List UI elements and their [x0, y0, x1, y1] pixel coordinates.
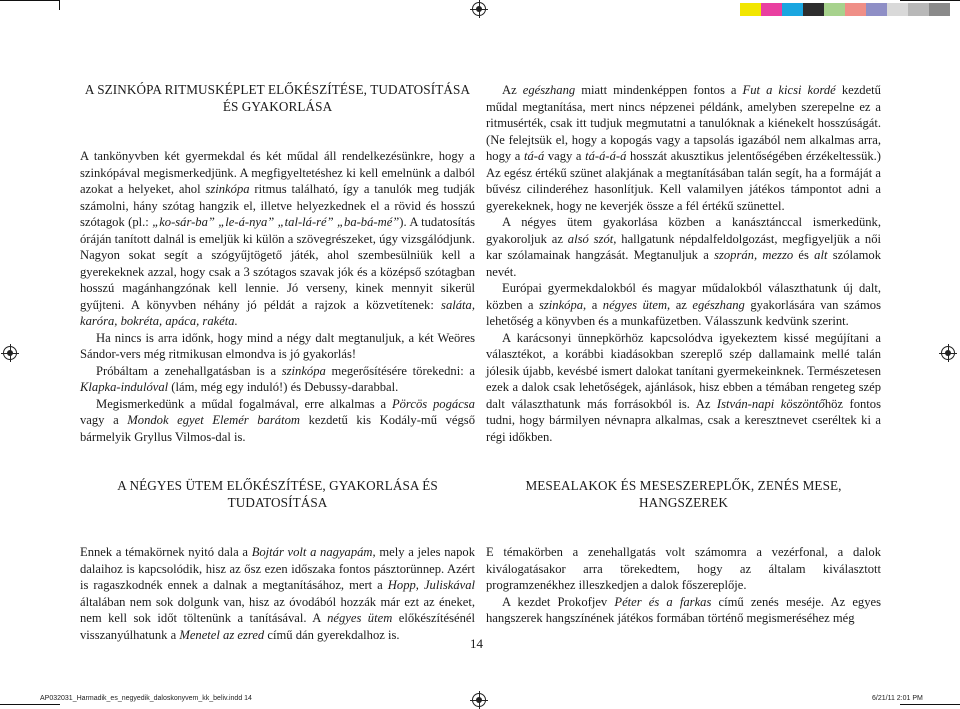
- swatch: [887, 3, 908, 16]
- paragraph: [80, 363, 475, 396]
- text-run: Megismerkedünk a műdal fogalmával, erre alkalmas a: [96, 396, 392, 411]
- swatch: [761, 3, 782, 16]
- swatch: [908, 3, 929, 16]
- text-run: kezdetű műdal megtanítása, mert nincs népzenei példánk, amelyben szerepelne ez a ritmusérték, csak itt tudjuk megmutatni a tanulóknak a kiénekelt hosszúságát. (Ne felejtsük el, hogy a kopogás vagy a tapsolás igazából nem alkalmas arra, hogy a: [486, 83, 881, 163]
- text-run: Ennek a témakörnek nyitó dala a: [80, 545, 252, 559]
- italic-run: Klapka-indulóval: [80, 380, 169, 394]
- text-run: általában nem sok dolgunk van, hisz az óvodából hozzák már ezt az éneket, nem kell sok időt töltenünk a tanításával. A: [80, 594, 475, 625]
- text-run: A tankönyvben két gyermekdal és két műdal áll rendelkezésünkre, hogy a szinkópával megismerkedjünk. A megfigyeltetéshez ki kell emelnünk a dalból azokat a helyeket, ahol: [80, 149, 475, 196]
- section-heading-negyes-utem: [80, 478, 475, 511]
- text-run: előkészítésénél visszanyúlhatunk a: [80, 611, 475, 642]
- text-run: höz fontos tudni, hogy bármilyen névnapra alkalmas, csak a keresztnevet cseréltek ki a régi időkben.: [486, 396, 881, 444]
- paragraph: [486, 594, 881, 627]
- paragraph: [486, 82, 881, 214]
- swatch: [824, 3, 845, 16]
- footer-timestamp: 6/21/11 2:01 PM: [872, 695, 923, 702]
- text-run: E témakörben a zenehallgatás volt számomra a vezérfonal, a dalok kiválogatásakor arra törekedtem, hogy az általam kiválasztott programzenékhez illeszkedjen a dalok főszereplője.: [486, 545, 881, 592]
- registration-mark-left-icon: [3, 346, 17, 360]
- italic-run: Menetel az ezred: [179, 627, 265, 642]
- italic-run: Mondok egyet Elemér barátom: [127, 413, 300, 427]
- italic-run: szinkópa: [281, 363, 326, 378]
- swatch: [782, 3, 803, 16]
- paragraph: [486, 544, 881, 594]
- text-run: A kezdet Prokofjev: [502, 594, 615, 609]
- italic-run: szinkópa: [538, 297, 584, 312]
- italic-run: alsó szót: [567, 231, 614, 246]
- heading-line: A NÉGYES ÜTEM ELŐKÉSZÍTÉSE, GYAKORLÁSA ÉS: [117, 478, 438, 493]
- text-run: , az: [667, 297, 693, 312]
- italic-run: szoprán, mezzo: [714, 248, 794, 262]
- text-run: Próbáltam a zenehallgatásban is a: [96, 363, 282, 378]
- left-column: [80, 82, 475, 643]
- text-run: ritmus található, így a tanulók meg tudják számolni, hány szótag hangzik el, illetve helyezkednek el a rövid és hosszú szótagok (pl.:: [80, 182, 475, 229]
- italic-run: Péter és a farkas: [614, 594, 712, 609]
- italic-run: István-napi köszöntő: [716, 396, 825, 411]
- italic-run: Pörcös pogácsa: [391, 396, 475, 411]
- crop-mark-top-left-v: [59, 0, 60, 10]
- page-number: 14: [470, 636, 483, 651]
- heading-line: ÉS GYAKORLÁSA: [222, 98, 333, 114]
- registration-mark-bottom-icon: [472, 693, 486, 707]
- paragraph: [80, 396, 475, 446]
- text-run: című dán gyerekdalhoz is.: [264, 627, 400, 642]
- italic-run: tá-á: [523, 149, 545, 163]
- swatch: [803, 3, 824, 16]
- text-run: ). A tudatosítás óráján tanított dalnál is emeljük ki külön a szövegrészeket, úgy vizsgálódjunk. Nagyon sokat segít a szógyűjtögető játék, ahol szembesülniük kell a gyerekeknek azzal, hogy csak a 3 szótagos szavak jók és a középső szótagban hosszú magánhangzónak kell lennie. Jó verseny, kinek mennyit sikerül gyűjteni. A könyvben néhány jó példát a rajzok a közvetítenek:: [80, 215, 475, 312]
- italic-run: saláta, karóra, bokréta, apáca, rakéta.: [80, 297, 475, 328]
- crop-mark-top-right: [900, 0, 960, 1]
- text-run: , a: [583, 297, 603, 312]
- paragraph: [486, 280, 881, 330]
- italic-run: Hopp, Juliskával: [387, 578, 476, 592]
- italic-run: egészhang: [522, 83, 576, 97]
- text-run: Az: [502, 83, 523, 97]
- text-run: Ha nincs is arra időnk, hogy mind a négy dalt megtanuljuk, a két Weöres Sándor-vers még ritmikusan elmondva is jó gyakorlás!: [80, 330, 475, 361]
- text-run: Európai gyermekdalokból és magyar műdalokból választhatunk új dalt, közben a: [486, 281, 881, 312]
- registration-mark-right-icon: [941, 346, 955, 360]
- paragraph: [486, 330, 881, 446]
- text-run: (lám, még egy induló!) és Debussy-darabbal.: [168, 380, 399, 394]
- heading-line: HANGSZEREK: [639, 494, 728, 510]
- heading-line: MESEALAKOK ÉS MESESZEREPLŐK, ZENÉS MESE,: [525, 478, 842, 493]
- registration-mark-top-icon: [472, 2, 486, 16]
- text-run: gyakorlására van számos lehetőség a könyvben és a munkafüzetben. Válasszunk kedvünk szerint.: [486, 297, 881, 328]
- swatch: [866, 3, 887, 16]
- paragraph: [486, 214, 881, 280]
- crop-mark-bottom-left: [0, 704, 60, 705]
- right-column: [486, 82, 881, 627]
- italic-run: Fut a kicsi kordé: [742, 83, 836, 97]
- section-heading-mesealakok: [486, 478, 881, 511]
- footer-filename: AP032031_Harmadik_es_negyedik_daloskonyvem_kk_beliv.indd 14: [40, 695, 252, 702]
- paragraph: [80, 544, 475, 643]
- italic-run: tá-á-á-á: [585, 149, 627, 163]
- heading-line: A SZINKÓPA RITMUSKÉPLET ELŐKÉSZÍTÉSE, TUDATOSÍTÁSA: [84, 82, 471, 97]
- text-run: hosszát akusztikus jelentőségében érzékeltessük.) Az egész értékű szünet alakjának a megtanításában talán segít, ha a formáját a bűvész cilinderéhez hasonlítjuk. Kell valamilyen játékos támpontot adni a gyerekeknek, hogy ne keverjék össze a fél értékű szünettel.: [486, 149, 882, 213]
- section-heading-szinkopa: [80, 82, 475, 115]
- italic-run: négyes ütem: [602, 297, 668, 312]
- color-calibration-bar: [740, 3, 950, 16]
- heading-line: TUDATOSÍTÁSA: [227, 494, 328, 510]
- text-run: megerősítésére törekedni: a: [325, 363, 475, 378]
- italic-run: alt: [814, 248, 828, 262]
- italic-run: Bojtár volt a nagyapám,: [251, 545, 376, 559]
- crop-mark-top-left: [0, 0, 60, 1]
- text-run: vagy a: [80, 413, 128, 427]
- italic-run: négyes ütem: [327, 611, 393, 625]
- swatch: [845, 3, 866, 16]
- italic-run: „ko-sár-ba” „le-á-nya” „tal-lá-ré” „ba-bá-mé”: [152, 215, 400, 229]
- text-run: A négyes ütem gyakorlása közben a kanásztánccal ismerkedünk, gyakoroljuk az: [486, 215, 881, 246]
- text-run: A karácsonyi ünnepkörhöz kapcsolódva igyekeztem kissé megújítani a választékot, a korábbi kiadásokban szereplő szép dallamaink mellé talán jólesik újabb, kevésbé ismert dalokat tanítani gyermekeinknek. Természetesen ezek a dalok csak lehetőségek, ajánlások, hisz ebben a témában rengeteg szép dalt választhatunk más forrásokból is. Az: [486, 330, 881, 411]
- text-run: vagy a: [544, 149, 586, 163]
- swatch: [740, 3, 761, 16]
- text-run: szólamok nevét.: [486, 248, 881, 279]
- paragraph: [80, 148, 475, 330]
- text-run: című zenés meséje. Az egyes hangszerek hangszínének játékos formában történő megismeréséhez még: [486, 594, 882, 625]
- crop-mark-bottom-right: [900, 704, 960, 705]
- swatch: [929, 3, 950, 16]
- paragraph: [80, 330, 475, 363]
- text-run: kezdetű kis Kodály-mű végső bármelyik Gryllus Vilmos-dal is.: [80, 413, 475, 444]
- text-run: és: [793, 248, 815, 262]
- text-run: miatt mindenképpen fontos a: [575, 83, 743, 97]
- text-run: mely a jeles napok dalaihoz is kapcsolódik, hisz az ősz ezen időszaka fontos pásztorünnep. Azért is ragaszkodnék ennek a dalnak a megtanításához, mert a: [80, 545, 475, 592]
- italic-run: egészhang: [692, 297, 745, 312]
- text-run: , hallgatunk népdalfeldolgozást, megfigyeljük a női kar szólamainak hangzását. Megtanuljuk a: [486, 231, 881, 262]
- italic-run: szinkópa: [205, 182, 250, 196]
